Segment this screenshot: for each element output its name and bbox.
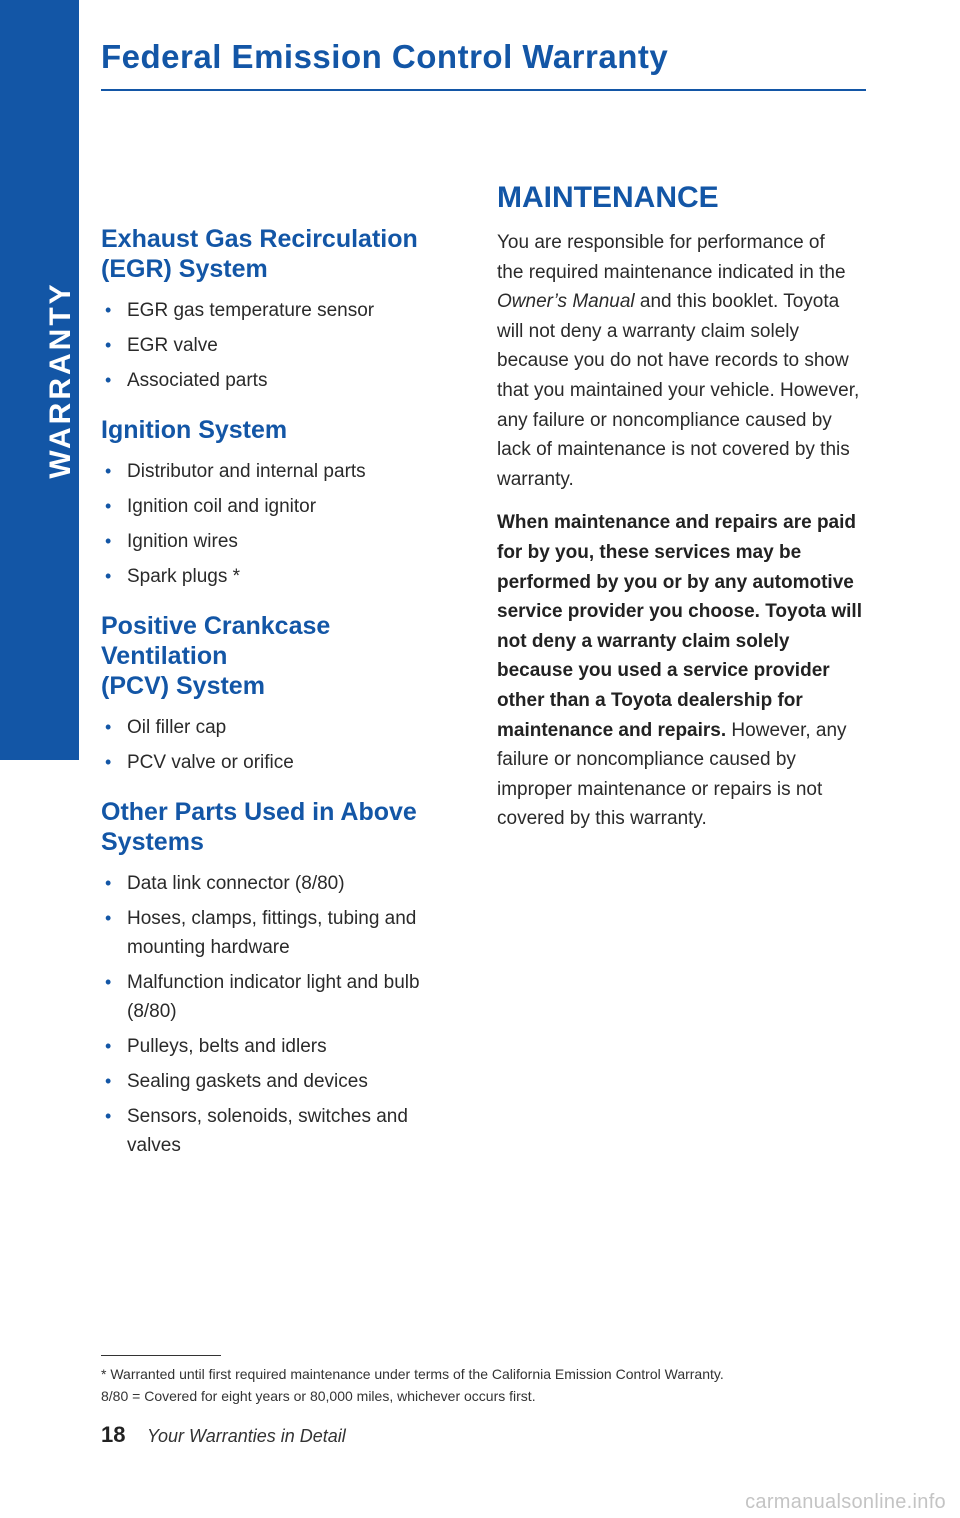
side-tab-label: WARRANTY bbox=[44, 281, 77, 479]
bullet-icon: • bbox=[105, 717, 112, 737]
maintenance-paragraph-1: You are responsible for performance of the required maintenance indicated in the Owner’s Manual and this booklet. Toyota will not deny a warranty claim solely because you do not have records to show that you maintained your vehicle. However, any failure or noncompliance caused by lack of maintenance is not covered by this warranty. bbox=[497, 232, 860, 490]
bullet-icon: • bbox=[105, 461, 112, 481]
page-title: Federal Emission Control Warranty bbox=[101, 38, 669, 75]
list-item: • EGR gas temperature sensor bbox=[101, 296, 461, 325]
bullet-icon: • bbox=[105, 908, 112, 928]
bullet-icon: • bbox=[105, 300, 112, 320]
bullet-icon: • bbox=[105, 752, 112, 772]
watermark-text: carmanualsonline.info bbox=[745, 1491, 946, 1513]
parts-list-ignition bbox=[101, 457, 461, 591]
bullet-icon: • bbox=[105, 873, 112, 893]
maintenance-heading: MAINTENANCE bbox=[497, 181, 719, 214]
maintenance-paragraph-2: When maintenance and repairs are paid for by you, these services may be performed by you or by any automotive service provider you choose. Toyota will not deny a warranty claim solely because you used a service provider other than a Toyota dealership for maintenance and repairs. However, any failure or noncompliance caused by improper maintenance or repairs is not covered by this warranty. bbox=[497, 512, 862, 830]
list-item: • EGR valve bbox=[101, 331, 461, 360]
page-number: 18 bbox=[101, 1422, 126, 1447]
running-footer-title: Your Warranties in Detail bbox=[147, 1426, 346, 1446]
bullet-icon: • bbox=[105, 566, 112, 586]
bullet-icon: • bbox=[105, 972, 112, 992]
parts-list-pcv bbox=[101, 713, 461, 777]
list-item: • Sealing gaskets and devices bbox=[101, 1067, 461, 1096]
list-item: • Ignition wires bbox=[101, 527, 461, 556]
section-heading-other-parts: Other Parts Used in Above Systems bbox=[101, 798, 417, 856]
list-item: • Spark plugs * bbox=[101, 562, 461, 591]
footnote-spark-plugs: * Warranted until first required maintenance under terms of the California Emission Control Warranty. bbox=[101, 1366, 724, 1382]
footnote-8-80: 8/80 = Covered for eight years or 80,000 miles, whichever occurs first. bbox=[101, 1388, 536, 1404]
list-item: • PCV valve or orifice bbox=[101, 748, 461, 777]
list-item: • Associated parts bbox=[101, 366, 461, 395]
bullet-icon: • bbox=[105, 531, 112, 551]
list-item: • Sensors, solenoids, switches and valves bbox=[101, 1102, 461, 1160]
list-item: • Hoses, clamps, fittings, tubing and mounting hardware bbox=[101, 904, 461, 962]
bullet-icon: • bbox=[105, 1036, 112, 1056]
side-section-tab bbox=[0, 0, 79, 760]
footnote-rule bbox=[101, 1355, 221, 1356]
covered-parts-column bbox=[101, 224, 461, 1166]
bullet-icon: • bbox=[105, 335, 112, 355]
bullet-icon: • bbox=[105, 1071, 112, 1091]
list-item: • Oil filler cap bbox=[101, 713, 461, 742]
parts-list-egr bbox=[101, 296, 461, 395]
list-item: • Data link connector (8/80) bbox=[101, 869, 461, 898]
parts-list-other bbox=[101, 869, 461, 1160]
section-heading-ignition: Ignition System bbox=[101, 416, 288, 444]
list-item: • Malfunction indicator light and bulb (8/80) bbox=[101, 968, 461, 1026]
list-item: • Pulleys, belts and idlers bbox=[101, 1032, 461, 1061]
list-item: • Distributor and internal parts bbox=[101, 457, 461, 486]
list-item: • Ignition coil and ignitor bbox=[101, 492, 461, 521]
footnotes bbox=[101, 1363, 881, 1407]
section-heading-pcv: Positive Crankcase Ventilation (PCV) System bbox=[101, 612, 331, 700]
maintenance-column bbox=[497, 180, 869, 848]
section-heading-egr: Exhaust Gas Recirculation (EGR) System bbox=[101, 225, 418, 283]
bullet-icon: • bbox=[105, 1106, 112, 1126]
bullet-icon: • bbox=[105, 370, 112, 390]
title-rule bbox=[101, 89, 866, 91]
bullet-icon: • bbox=[105, 496, 112, 516]
